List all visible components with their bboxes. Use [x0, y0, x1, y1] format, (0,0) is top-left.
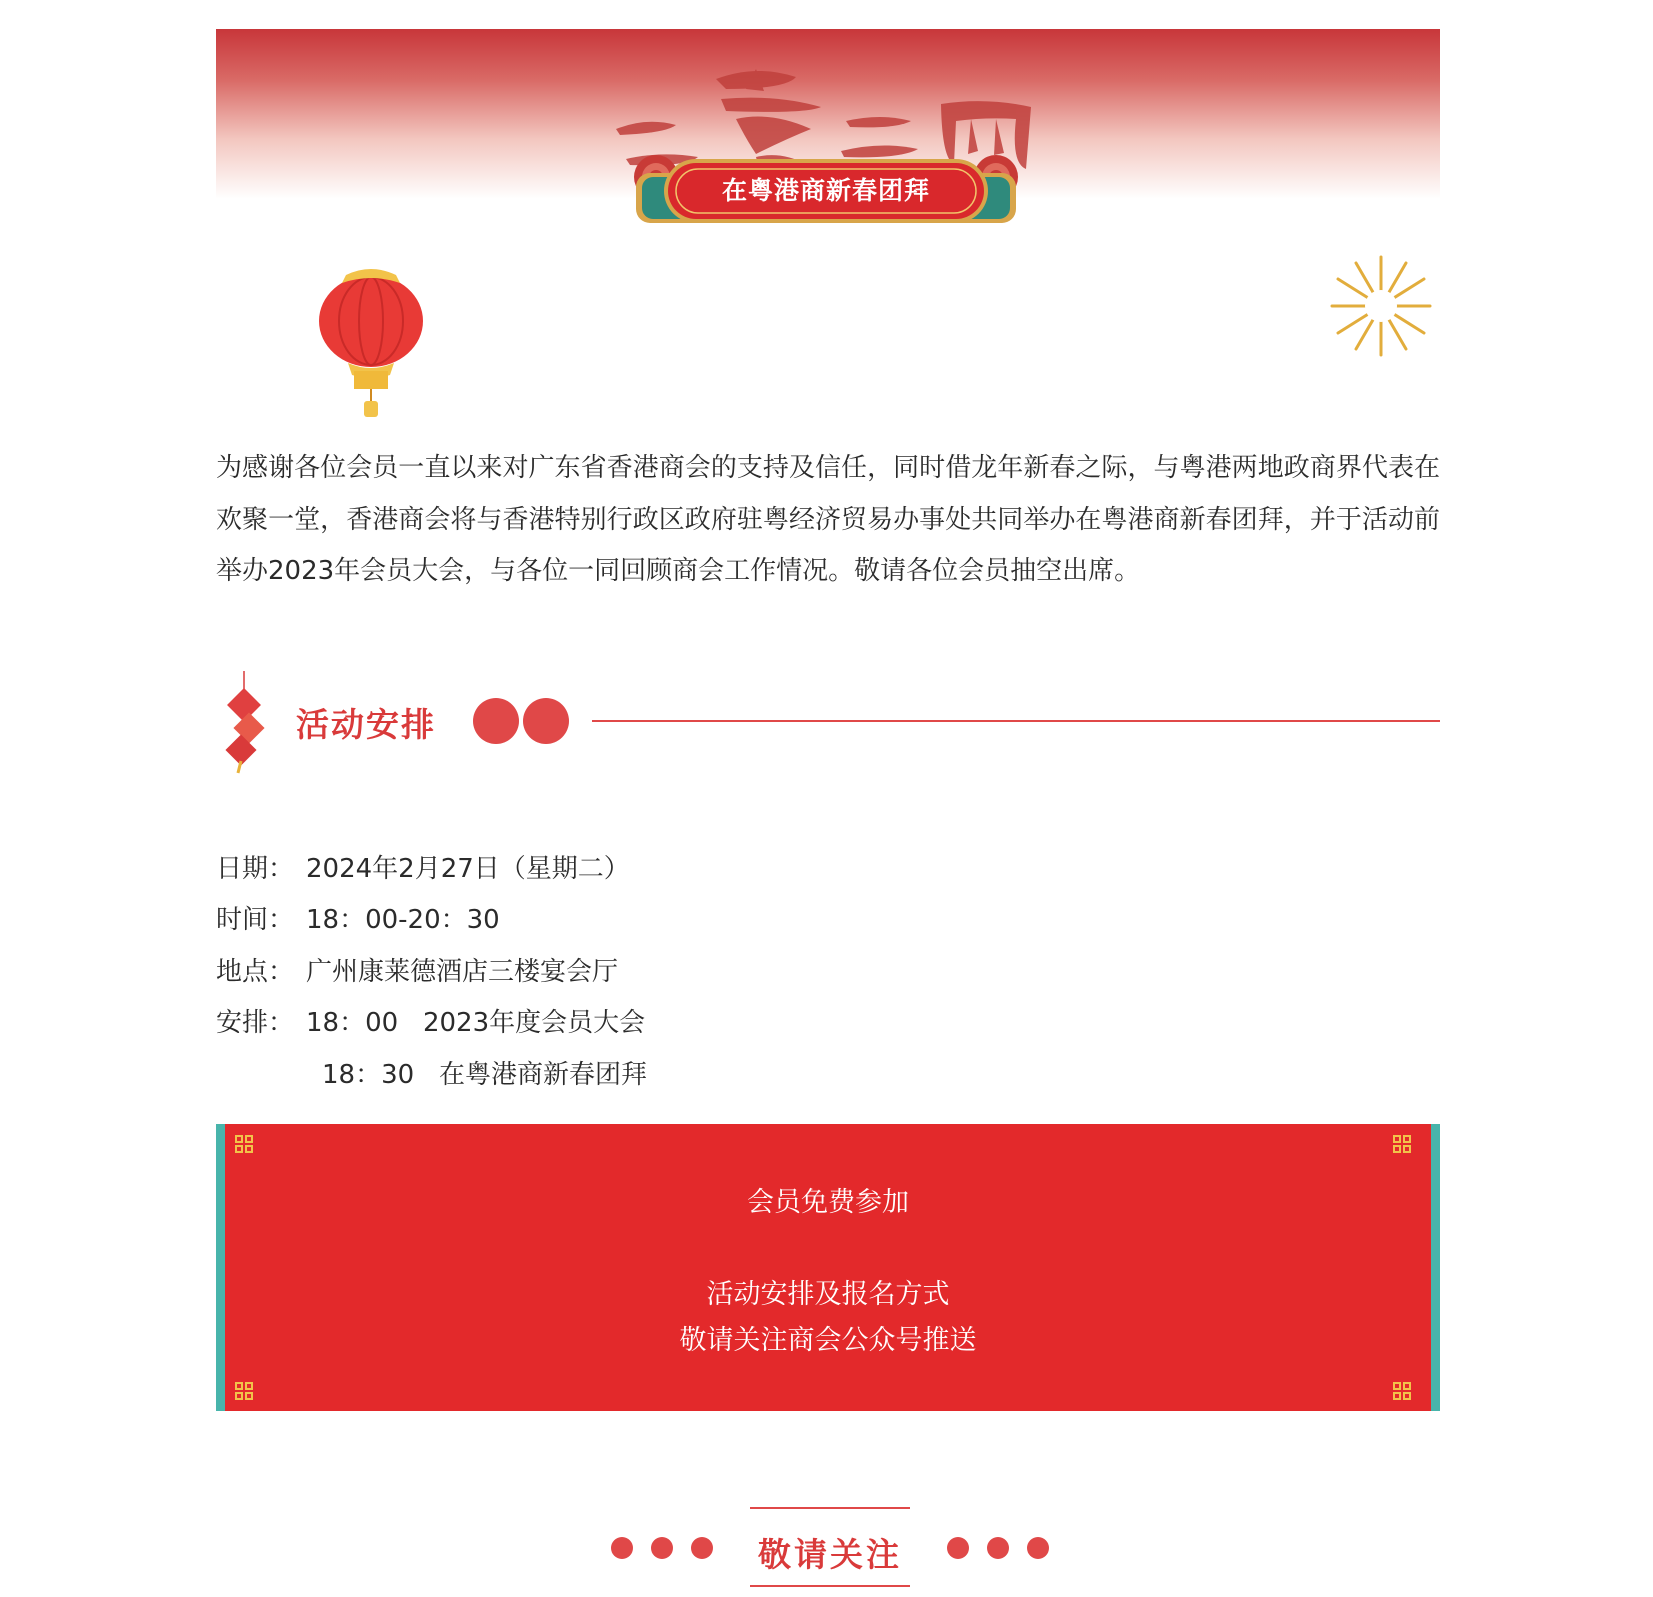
- firecracker-icon: [216, 669, 272, 779]
- notice-edge-left: [216, 1124, 225, 1411]
- notice-free-entry: 会员免费参加: [747, 1187, 909, 1218]
- notice-box: [216, 1124, 1440, 1411]
- banner-title: 在粤港商新春团拜: [721, 176, 930, 205]
- venue-row: [216, 952, 618, 992]
- section-divider: [592, 720, 1440, 722]
- corner-ornament-icon: [234, 1134, 254, 1154]
- agenda-row: [216, 1055, 647, 1095]
- agenda-time: 18：30: [322, 1060, 415, 1090]
- time-label: 时间：: [216, 905, 295, 935]
- footer: [216, 1507, 1440, 1597]
- corner-ornament-icon: [1392, 1381, 1412, 1401]
- notice-edge-right: [1431, 1124, 1440, 1411]
- corner-ornament-icon: [234, 1381, 254, 1401]
- date-row: [216, 849, 630, 889]
- notice-registration: 活动安排及报名方式: [706, 1279, 950, 1310]
- firework-icon: [1326, 251, 1436, 361]
- page: [216, 29, 1440, 1574]
- agenda-time: 18：00: [306, 1008, 399, 1038]
- agenda-item: 2023年度会员大会: [422, 1008, 646, 1038]
- venue-value: 广州康莱德酒店三楼宴会厅: [306, 957, 619, 987]
- venue-label: 地点：: [216, 957, 295, 987]
- agenda-item: 在粤港商新春团拜: [438, 1060, 647, 1090]
- agenda-label: 安排：: [216, 1008, 295, 1038]
- section-header: [216, 669, 1440, 779]
- header-banner: [216, 29, 1440, 234]
- notice-follow: 敬请关注商会公众号推送: [679, 1325, 977, 1356]
- decorative-dots: [472, 697, 572, 745]
- time-row: [216, 900, 500, 940]
- corner-ornament-icon: [1392, 1134, 1412, 1154]
- footer-bottom-rule: [750, 1585, 910, 1587]
- intro-paragraph: 为感谢各位会员一直以来对广东省香港商会的支持及信任，同时借龙年新春之际，与粤港两地政商界代表在欢聚一堂，香港商会将与香港特别行政区政府驻粤经济贸易办事处共同举办在粤港商新春团拜，并于活动前举办2023年会员大会，与各位一同回顾商会工作情况。敬请各位会员抽空出席。: [216, 453, 1440, 586]
- time-value: 18：00-20：30: [306, 905, 500, 935]
- footer-title: 敬请关注: [758, 1535, 902, 1574]
- lantern-icon: [316, 259, 426, 419]
- decorative-dots: [942, 1533, 1052, 1563]
- date-label: 日期：: [216, 854, 295, 884]
- date-value: 2024年2月27日（星期二）: [306, 854, 630, 884]
- agenda-row: [216, 1003, 645, 1043]
- footer-top-rule: [750, 1507, 910, 1509]
- section-title: 活动安排: [296, 705, 436, 744]
- decorative-dots: [608, 1533, 718, 1563]
